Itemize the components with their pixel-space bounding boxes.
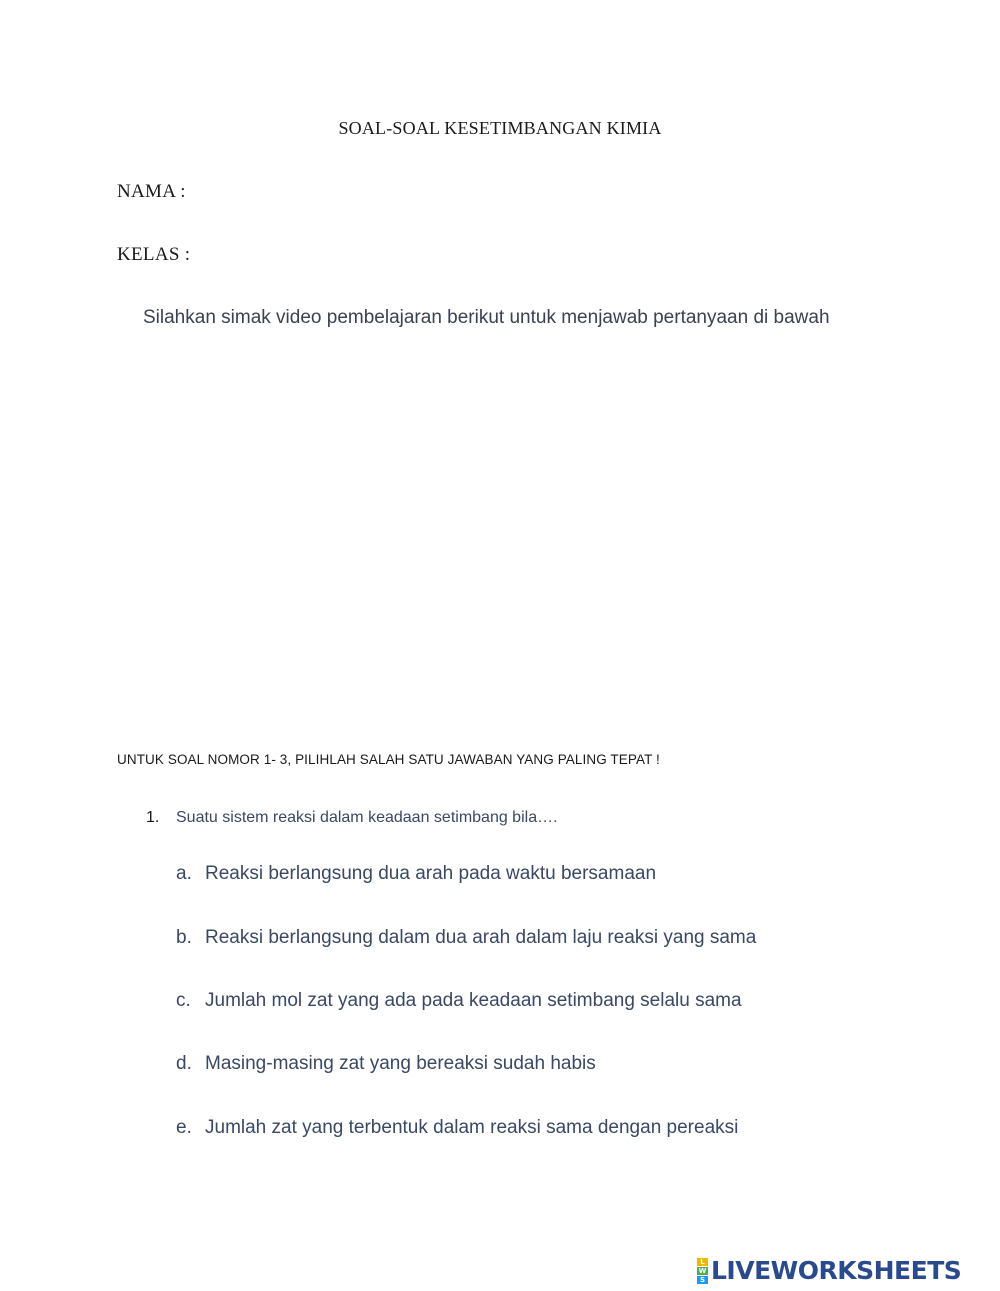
liveworksheets-logo: [697, 1257, 961, 1285]
video-placeholder-area: [117, 345, 883, 725]
question-1: [146, 809, 558, 827]
option-text: Jumlah zat yang terbentuk dalam reaksi sama dengan pereaksi: [205, 1117, 739, 1138]
option-text: Masing-masing zat yang bereaksi sudah habis: [205, 1053, 596, 1074]
option-text: Reaksi berlangsung dua arah pada waktu bersamaan: [205, 863, 657, 884]
option-letter: a.: [176, 863, 192, 884]
option-text: Reaksi berlangsung dalam dua arah dalam laju reaksi yang sama: [205, 927, 757, 948]
option-e: [176, 1117, 738, 1139]
option-letter: b.: [176, 927, 192, 948]
question-number: 1.: [146, 809, 160, 826]
option-text: Jumlah mol zat yang ada pada keadaan setimbang selalu sama: [205, 990, 742, 1011]
option-c: [176, 990, 742, 1012]
question-text: Suatu sistem reaksi dalam keadaan setimbang bila….: [176, 809, 558, 826]
kelas-label: KELAS :: [117, 244, 191, 265]
option-a: [176, 863, 656, 885]
logo-block: W: [698, 1267, 707, 1275]
logo-block: L: [697, 1258, 708, 1266]
option-b: [176, 927, 756, 949]
logo-block: S: [697, 1276, 708, 1284]
option-letter: e.: [176, 1117, 192, 1138]
nama-label: NAMA :: [117, 181, 186, 202]
page-title: SOAL-SOAL KESETIMBANGAN KIMIA: [338, 118, 662, 138]
logo-text: LIVEWORKSHEETS: [711, 1256, 962, 1285]
intro-text: Silahkan simak video pembelajaran berikut untuk menjawab pertanyaan di bawah: [143, 307, 830, 328]
option-letter: c.: [176, 990, 191, 1011]
option-letter: d.: [176, 1053, 192, 1074]
option-d: [176, 1053, 596, 1075]
instruction-text: UNTUK SOAL NOMOR 1- 3, PILIHLAH SALAH SATU JAWABAN YANG PALING TEPAT !: [117, 752, 660, 767]
logo-blocks-icon: [697, 1258, 708, 1284]
